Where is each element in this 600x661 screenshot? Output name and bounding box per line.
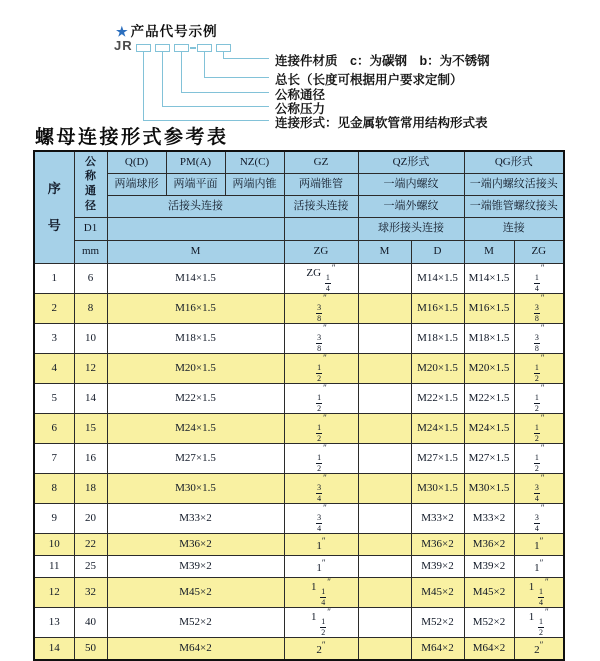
cell-qg-m: M27×1.5 — [464, 444, 514, 474]
header-nz: NZ(C) — [225, 151, 284, 174]
header-qz-sub1: 一端内螺纹 — [358, 174, 464, 196]
cell-seq: 5 — [34, 384, 74, 414]
cell-m: M14×1.5 — [107, 264, 284, 294]
code-box — [216, 44, 231, 52]
header-qz-d: D — [411, 241, 464, 264]
code-box — [155, 44, 170, 52]
cell-gz-zg: ZG $\frac{1}{4}$ ″ — [284, 264, 358, 294]
cell-gz-zg: $\frac{1}{2}$ ″ — [284, 354, 358, 384]
cell-gz-zg: 2″ — [284, 638, 358, 661]
cell-seq: 7 — [34, 444, 74, 474]
cell-qz-m — [358, 504, 411, 534]
cell-seq: 8 — [34, 474, 74, 504]
cell-dn: 40 — [74, 608, 107, 638]
cell-qz-d: M52×2 — [411, 608, 464, 638]
cell-qg-zg: 1 $\frac{1}{2}$ ″ — [514, 608, 564, 638]
cell-seq: 6 — [34, 414, 74, 444]
table-row — [34, 638, 564, 661]
cell-qz-m — [358, 534, 411, 556]
table-row — [34, 384, 564, 414]
cell-qz-m — [358, 294, 411, 324]
cell-qg-m: M45×2 — [464, 578, 514, 608]
cell-qg-m: M39×2 — [464, 556, 514, 578]
header-seq: 序 号 — [34, 151, 74, 264]
cell-dn: 15 — [74, 414, 107, 444]
header-union-conn: 活接头连接 — [107, 196, 284, 218]
cell-qg-m: M20×1.5 — [464, 354, 514, 384]
cell-gz-zg: 1″ — [284, 556, 358, 578]
header-q-sub: 两端球形 — [107, 174, 166, 196]
cell-qg-m: M14×1.5 — [464, 264, 514, 294]
code-label-diameter: 公称通径 — [275, 88, 326, 102]
cell-qg-m: M64×2 — [464, 638, 514, 661]
header-gz-sub: 两端锥管 — [284, 174, 358, 196]
cell-qg-zg: $\frac{1}{2}$ ″ — [514, 414, 564, 444]
cell-seq: 12 — [34, 578, 74, 608]
cell-qg-m: M22×1.5 — [464, 384, 514, 414]
cell-m: M22×1.5 — [107, 384, 284, 414]
cell-m: M24×1.5 — [107, 414, 284, 444]
header-blank — [284, 218, 358, 241]
cell-qz-d: M64×2 — [411, 638, 464, 661]
cell-qz-m — [358, 638, 411, 661]
code-label-connection: 连接形式：见金属软管常用结构形式表 — [275, 116, 488, 130]
cell-gz-zg: $\frac{1}{2}$ ″ — [284, 414, 358, 444]
table-row — [34, 354, 564, 384]
cell-qz-d: M30×1.5 — [411, 474, 464, 504]
cell-qz-d: M22×1.5 — [411, 384, 464, 414]
cell-dn: 32 — [74, 578, 107, 608]
cell-seq: 1 — [34, 264, 74, 294]
cell-qz-d: M33×2 — [411, 504, 464, 534]
cell-qg-m: M33×2 — [464, 504, 514, 534]
code-box — [174, 44, 189, 52]
header-qz-sub3: 球形接头连接 — [358, 218, 464, 241]
cell-qz-m — [358, 444, 411, 474]
cell-qg-zg: $\frac{1}{2}$ ″ — [514, 384, 564, 414]
table-row — [34, 608, 564, 638]
table-header — [34, 151, 564, 264]
connector-line — [143, 52, 269, 121]
cell-gz-zg: $\frac{3}{4}$ ″ — [284, 474, 358, 504]
header-pm: PM(A) — [166, 151, 225, 174]
cell-gz-zg: $\frac{3}{4}$ ″ — [284, 504, 358, 534]
cell-m: M64×2 — [107, 638, 284, 661]
table-row — [34, 294, 564, 324]
cell-qz-d: M39×2 — [411, 556, 464, 578]
cell-qz-d: M16×1.5 — [411, 294, 464, 324]
table-row — [34, 264, 564, 294]
cell-qz-d: M20×1.5 — [411, 354, 464, 384]
header-gz-conn: 活接头连接 — [284, 196, 358, 218]
star-icon: ★ — [116, 24, 129, 39]
cell-dn: 10 — [74, 324, 107, 354]
header-qg-sub3: 连接 — [464, 218, 564, 241]
cell-m: M45×2 — [107, 578, 284, 608]
table-body — [34, 264, 564, 661]
header-qg-sub1: 一端内螺纹活接头 — [464, 174, 564, 196]
cell-qz-m — [358, 578, 411, 608]
cell-qg-zg: 1″ — [514, 534, 564, 556]
cell-qz-d: M24×1.5 — [411, 414, 464, 444]
code-label-pressure: 公称压力 — [275, 102, 326, 116]
cell-qg-zg: 1″ — [514, 556, 564, 578]
cell-qg-zg: $\frac{1}{2}$ ″ — [514, 354, 564, 384]
cell-dn: 12 — [74, 354, 107, 384]
cell-qg-zg: $\frac{3}{8}$ ″ — [514, 324, 564, 354]
cell-qg-m: M30×1.5 — [464, 474, 514, 504]
header-qz: QZ形式 — [358, 151, 464, 174]
cell-gz-zg: $\frac{1}{2}$ ″ — [284, 384, 358, 414]
cell-qz-d: M14×1.5 — [411, 264, 464, 294]
cell-qz-m — [358, 324, 411, 354]
table-row — [34, 414, 564, 444]
header-gz: GZ — [284, 151, 358, 174]
table-row — [34, 324, 564, 354]
nut-connection-table — [33, 150, 565, 661]
cell-qg-m: M36×2 — [464, 534, 514, 556]
cell-qg-m: M16×1.5 — [464, 294, 514, 324]
code-box — [197, 44, 212, 52]
cell-m: M16×1.5 — [107, 294, 284, 324]
code-prefix: JR — [114, 38, 133, 53]
cell-qz-d: M27×1.5 — [411, 444, 464, 474]
cell-gz-zg: $\frac{3}{8}$ ″ — [284, 324, 358, 354]
cell-m: M52×2 — [107, 608, 284, 638]
cell-dn: 22 — [74, 534, 107, 556]
cell-qg-m: M24×1.5 — [464, 414, 514, 444]
header-gz-unit: ZG — [284, 241, 358, 264]
cell-m: M20×1.5 — [107, 354, 284, 384]
cell-m: M36×2 — [107, 534, 284, 556]
header-dn: 公 称 通 径 — [74, 151, 107, 218]
cell-dn: 20 — [74, 504, 107, 534]
header-qg-zg: ZG — [514, 241, 564, 264]
cell-seq: 11 — [34, 556, 74, 578]
code-dash — [190, 47, 196, 49]
cell-seq: 3 — [34, 324, 74, 354]
cell-gz-zg: 1″ — [284, 534, 358, 556]
code-label-material: 连接件材质 c：为碳钢 b：为不锈钢 — [275, 54, 490, 68]
header-blank — [107, 218, 284, 241]
page-title: 螺母连接形式参考表 — [35, 127, 229, 148]
cell-qg-m: M18×1.5 — [464, 324, 514, 354]
diagram-heading — [116, 20, 218, 40]
cell-gz-zg: 1 $\frac{1}{4}$ ″ — [284, 578, 358, 608]
cell-qz-m — [358, 354, 411, 384]
cell-m: M18×1.5 — [107, 324, 284, 354]
cell-qz-m — [358, 414, 411, 444]
header-q: Q(D) — [107, 151, 166, 174]
cell-qg-zg: 1 $\frac{1}{4}$ ″ — [514, 578, 564, 608]
cell-dn: 25 — [74, 556, 107, 578]
cell-m: M33×2 — [107, 504, 284, 534]
header-d1: D1 — [74, 218, 107, 241]
cell-seq: 14 — [34, 638, 74, 661]
cell-qg-zg: 2″ — [514, 638, 564, 661]
cell-dn: 16 — [74, 444, 107, 474]
header-qg: QG形式 — [464, 151, 564, 174]
cell-dn: 8 — [74, 294, 107, 324]
cell-m: M39×2 — [107, 556, 284, 578]
table-row — [34, 444, 564, 474]
cell-qz-m — [358, 264, 411, 294]
cell-qg-zg: $\frac{3}{4}$ ″ — [514, 474, 564, 504]
cell-seq: 4 — [34, 354, 74, 384]
cell-qz-m — [358, 384, 411, 414]
header-nz-sub: 两端内锥 — [225, 174, 284, 196]
header-pm-sub: 两端平面 — [166, 174, 225, 196]
cell-gz-zg: $\frac{1}{2}$ ″ — [284, 444, 358, 474]
diagram-heading-text: 产品代号示例 — [130, 24, 218, 39]
cell-dn: 6 — [74, 264, 107, 294]
cell-gz-zg: $\frac{3}{8}$ ″ — [284, 294, 358, 324]
header-qz-m: M — [358, 241, 411, 264]
cell-dn: 14 — [74, 384, 107, 414]
table-row — [34, 474, 564, 504]
header-mm: mm — [74, 241, 107, 264]
header-qg-sub2: 一端锥管螺纹接头 — [464, 196, 564, 218]
cell-seq: 2 — [34, 294, 74, 324]
cell-qg-zg: $\frac{1}{4}$ ″ — [514, 264, 564, 294]
cell-qz-d: M45×2 — [411, 578, 464, 608]
cell-dn: 18 — [74, 474, 107, 504]
cell-qg-m: M52×2 — [464, 608, 514, 638]
cell-qz-d: M18×1.5 — [411, 324, 464, 354]
header-qg-m: M — [464, 241, 514, 264]
header-m-unit: M — [107, 241, 284, 264]
cell-seq: 10 — [34, 534, 74, 556]
cell-qg-zg: $\frac{3}{4}$ ″ — [514, 504, 564, 534]
header-qz-sub2: 一端外螺纹 — [358, 196, 464, 218]
table-row — [34, 534, 564, 556]
code-label-length: 总长（长度可根据用户要求定制） — [275, 73, 463, 87]
cell-gz-zg: 1 $\frac{1}{2}$ ″ — [284, 608, 358, 638]
code-box — [136, 44, 151, 52]
table-row — [34, 504, 564, 534]
cell-dn: 50 — [74, 638, 107, 661]
cell-seq: 9 — [34, 504, 74, 534]
cell-seq: 13 — [34, 608, 74, 638]
table-row — [34, 578, 564, 608]
cell-m: M30×1.5 — [107, 474, 284, 504]
cell-m: M27×1.5 — [107, 444, 284, 474]
cell-qg-zg: $\frac{3}{8}$ ″ — [514, 294, 564, 324]
cell-qz-m — [358, 608, 411, 638]
cell-qg-zg: $\frac{1}{2}$ ″ — [514, 444, 564, 474]
cell-qz-d: M36×2 — [411, 534, 464, 556]
cell-qz-m — [358, 474, 411, 504]
